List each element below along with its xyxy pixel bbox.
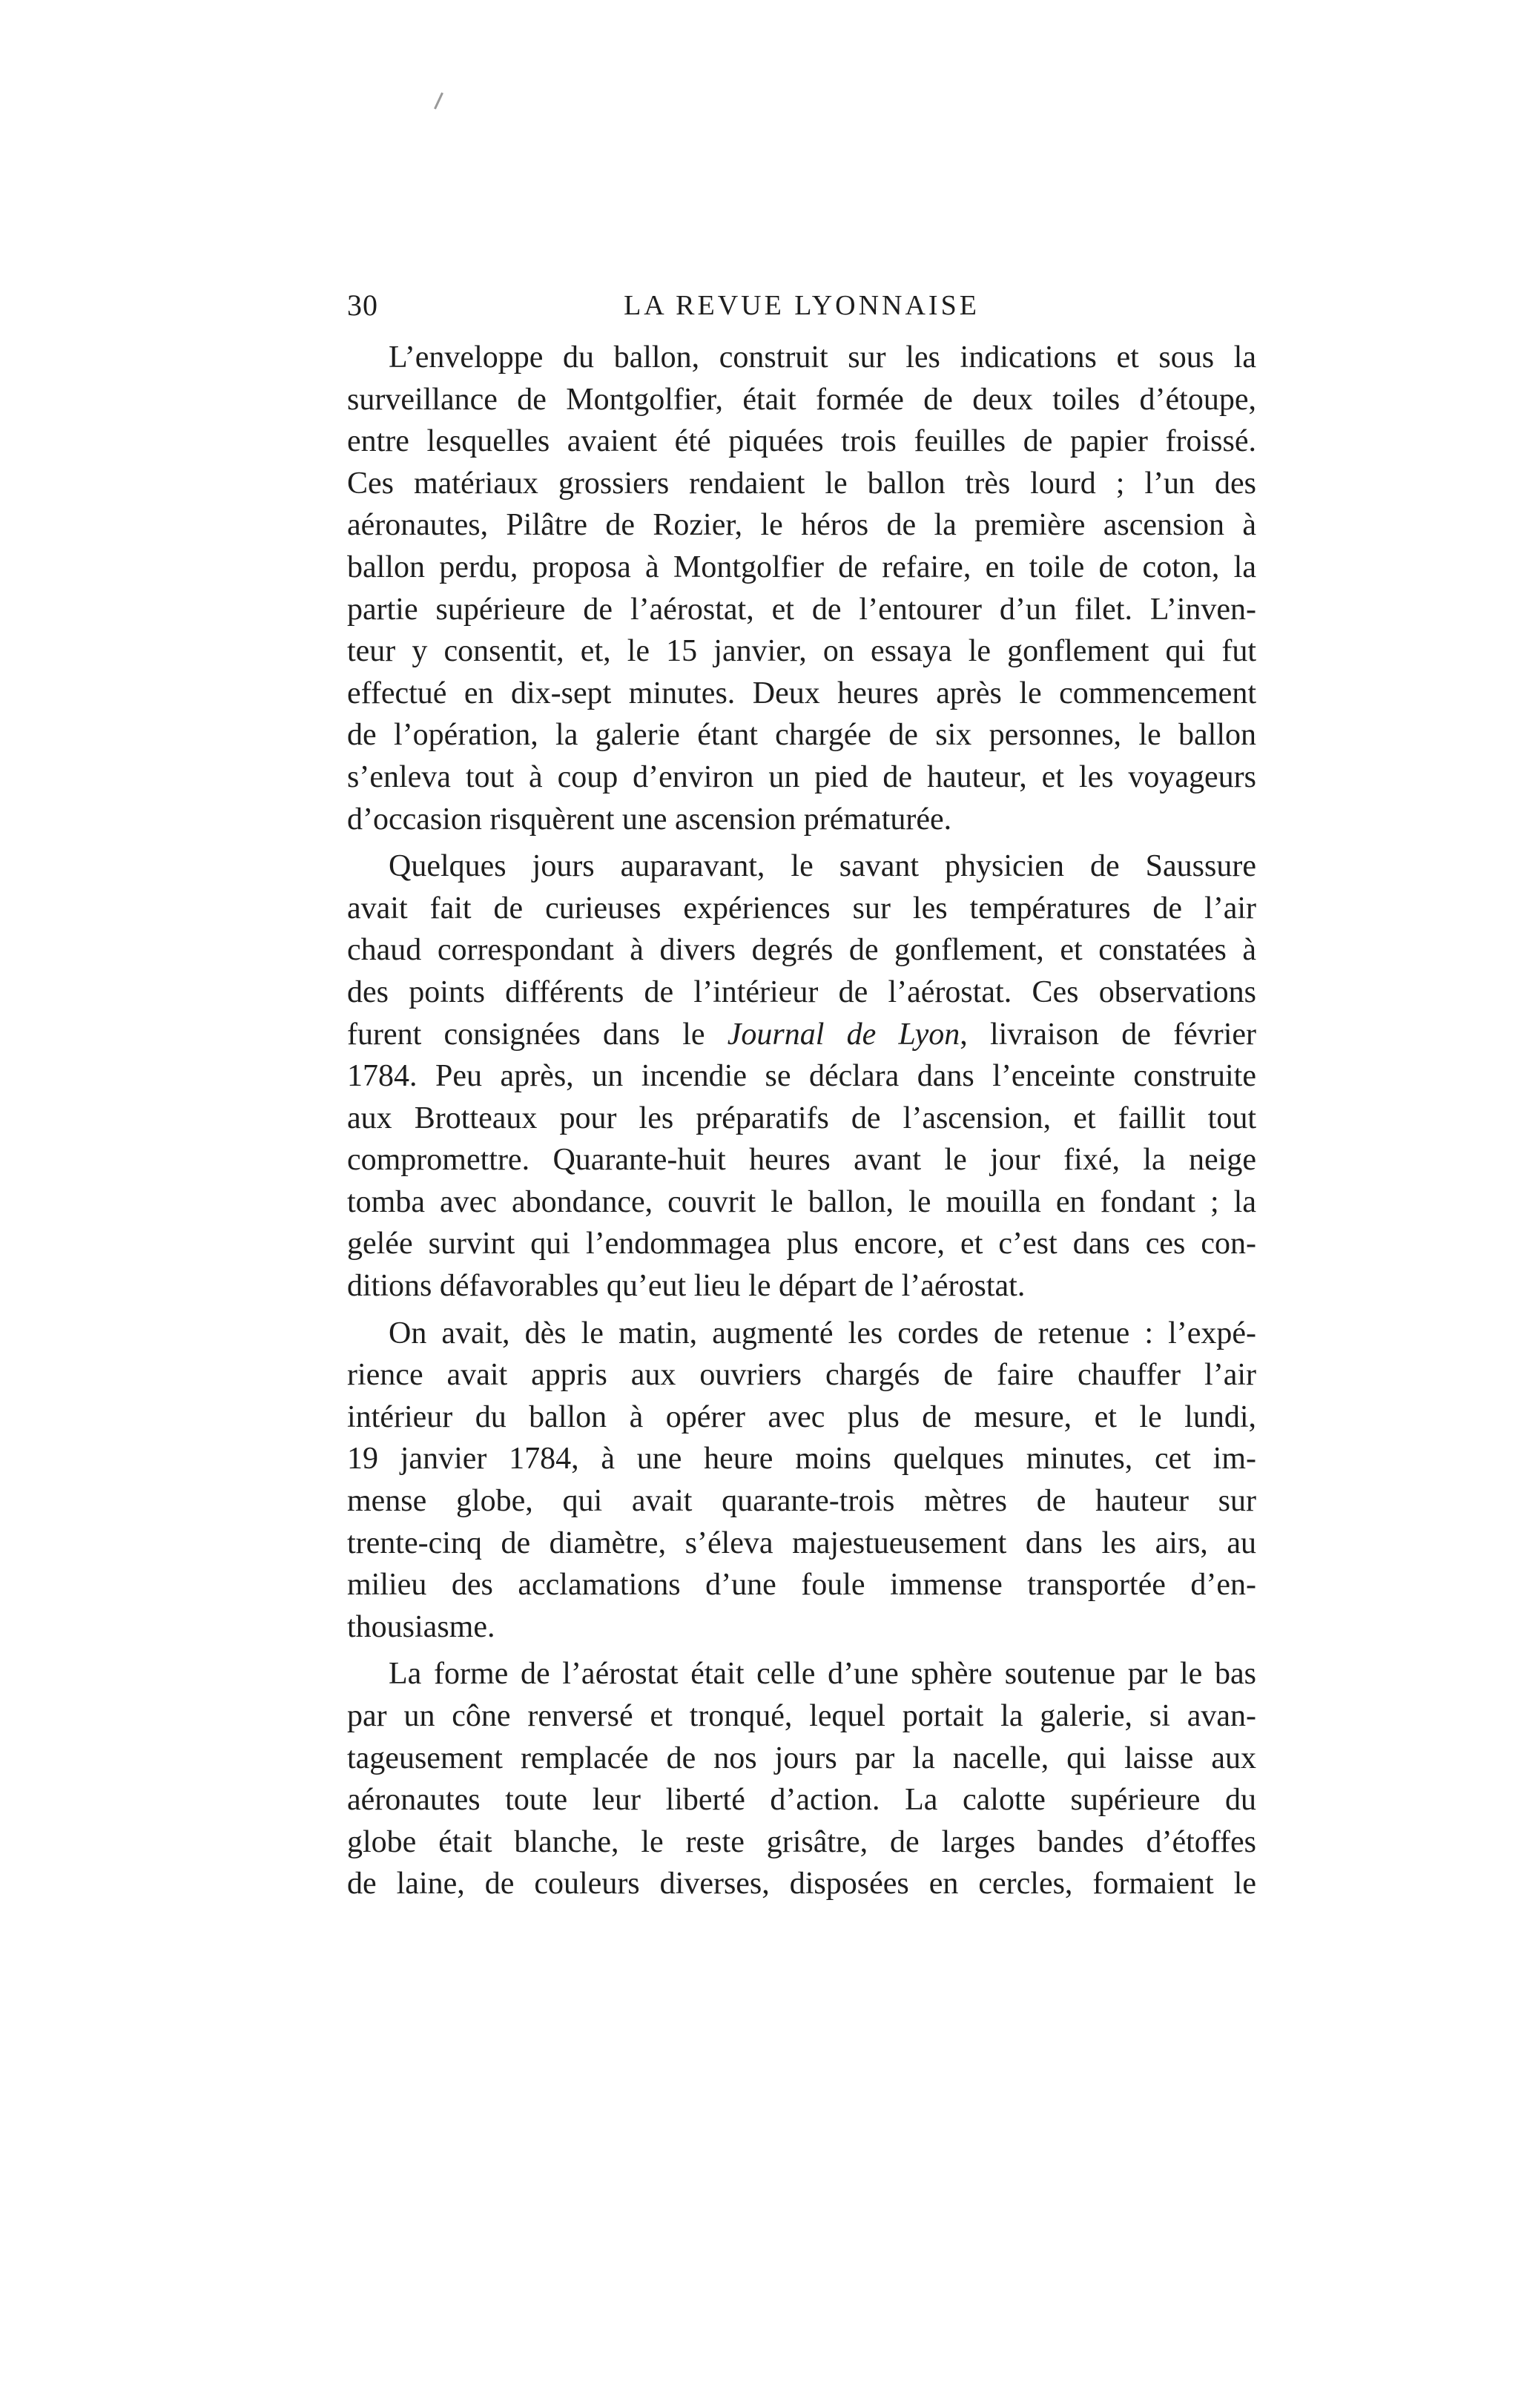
text-line: aéronautes, Pilâtre de Rozier, le héros de la première ascension à [347,508,1256,543]
text-line: de laine, de couleurs diverses, disposées en cercles, formaient le [347,1867,1256,1901]
text-line: compromettre. Quarante-huit heures avant le jour fixé, la neige [347,1143,1256,1178]
text-line: ditions défavorables qu’eut lieu le départ de l’aérostat. [347,1269,1026,1304]
text-fragment: , livraison de février [960,1017,1256,1052]
running-title: LA REVUE LYONNAISE [624,290,980,321]
text-line: chaud correspondant à divers degrés de gonflement, et constatées à [347,933,1256,968]
text-line: Quelques jours auparavant, le savant physicien de Saussure [389,849,1256,884]
text-line: 19 janvier 1784, à une heure moins quelques minutes, cet im- [347,1442,1256,1477]
page-number: 30 [347,288,378,322]
paragraph-gap [347,1648,1256,1653]
text-line: 1784. Peu après, un incendie se déclara dans l’enceinte construite [347,1059,1256,1094]
text-line: globe était blanche, le reste grisâtre, de larges bandes d’étoffes [347,1824,1256,1859]
paragraph-gap [347,840,1256,845]
page-header [347,285,1256,329]
text-line: aux Brotteaux pour les préparatifs de l’ascension, et faillit tout [347,1101,1256,1135]
text-line: partie supérieure de l’aérostat, et de l’entourer d’un filet. L’inven- [347,592,1256,627]
paragraph-gap [347,1307,1256,1313]
text-line: L’enveloppe du ballon, construit sur les indications et sous la [389,340,1256,375]
text-line: s’enleva tout à coup d’environ un pied de hauteur, et les voyageurs [347,759,1256,794]
text-line: On avait, dès le matin, augmenté les cordes de retenue : l’expé- [389,1316,1256,1350]
text-line: effectué en dix-sept minutes. Deux heures après le commencement [347,676,1256,710]
text-line: La forme de l’aérostat était celle d’une sphère soutenue par le bas [389,1657,1256,1692]
text-line: par un cône renversé et tronqué, lequel portait la galerie, si avan- [347,1699,1256,1733]
text-line: milieu des acclamations d’une foule immense transportée d’en- [347,1568,1256,1603]
text-line: des points différents de l’intérieur de l’aérostat. Ces observations [347,974,1256,1009]
text-line: ballon perdu, proposa à Montgolfier de refaire, en toile de coton, la [347,550,1256,584]
text-line: intérieur du ballon à opérer avec plus de mesure, et le lundi, [347,1399,1256,1434]
journal-title: Journal de Lyon [727,1017,960,1052]
text-line: d’occasion risquèrent une ascension prématurée. [347,802,952,837]
text-line: rience avait appris aux ouvriers chargés de faire chauffer l’air [347,1358,1256,1393]
text-line: teur y consentit, et, le 15 janvier, on essaya le gonflement qui fut [347,634,1256,669]
text-line: gelée survint qui l’endommagea plus encore, et c’est dans ces con- [347,1227,1256,1261]
text-line: trente-cinq de diamètre, s’éleva majestueusement dans les airs, au [347,1525,1256,1560]
text-line: aéronautes toute leur liberté d’action. La calotte supérieure du [347,1783,1256,1818]
text-line: de l’opération, la galerie étant chargée de six personnes, le ballon [347,718,1256,753]
text-fragment: furent consignées dans le [347,1017,727,1052]
text-line: entre lesquelles avaient été piquées trois feuilles de papier froissé. [347,424,1256,459]
text-line: mense globe, qui avait quarante-trois mètres de hauteur sur [347,1484,1256,1519]
text-line: tomba avec abondance, couvrit le ballon, le mouilla en fondant ; la [347,1184,1256,1219]
text-line: Ces matériaux grossiers rendaient le ballon très lourd ; l’un des [347,466,1256,501]
text-line: avait fait de curieuses expériences sur les températures de l’air [347,891,1256,926]
text-line: surveillance de Montgolfier, était formée de deux toiles d’étoupe, [347,382,1256,417]
text-line: thousiasme. [347,1609,495,1644]
ink-mark [434,92,443,109]
body-text [347,337,1256,1905]
text-line-with-title [347,1014,1256,1056]
text-line: tageusement remplacée de nos jours par la nacelle, qui laisse aux [347,1741,1256,1775]
